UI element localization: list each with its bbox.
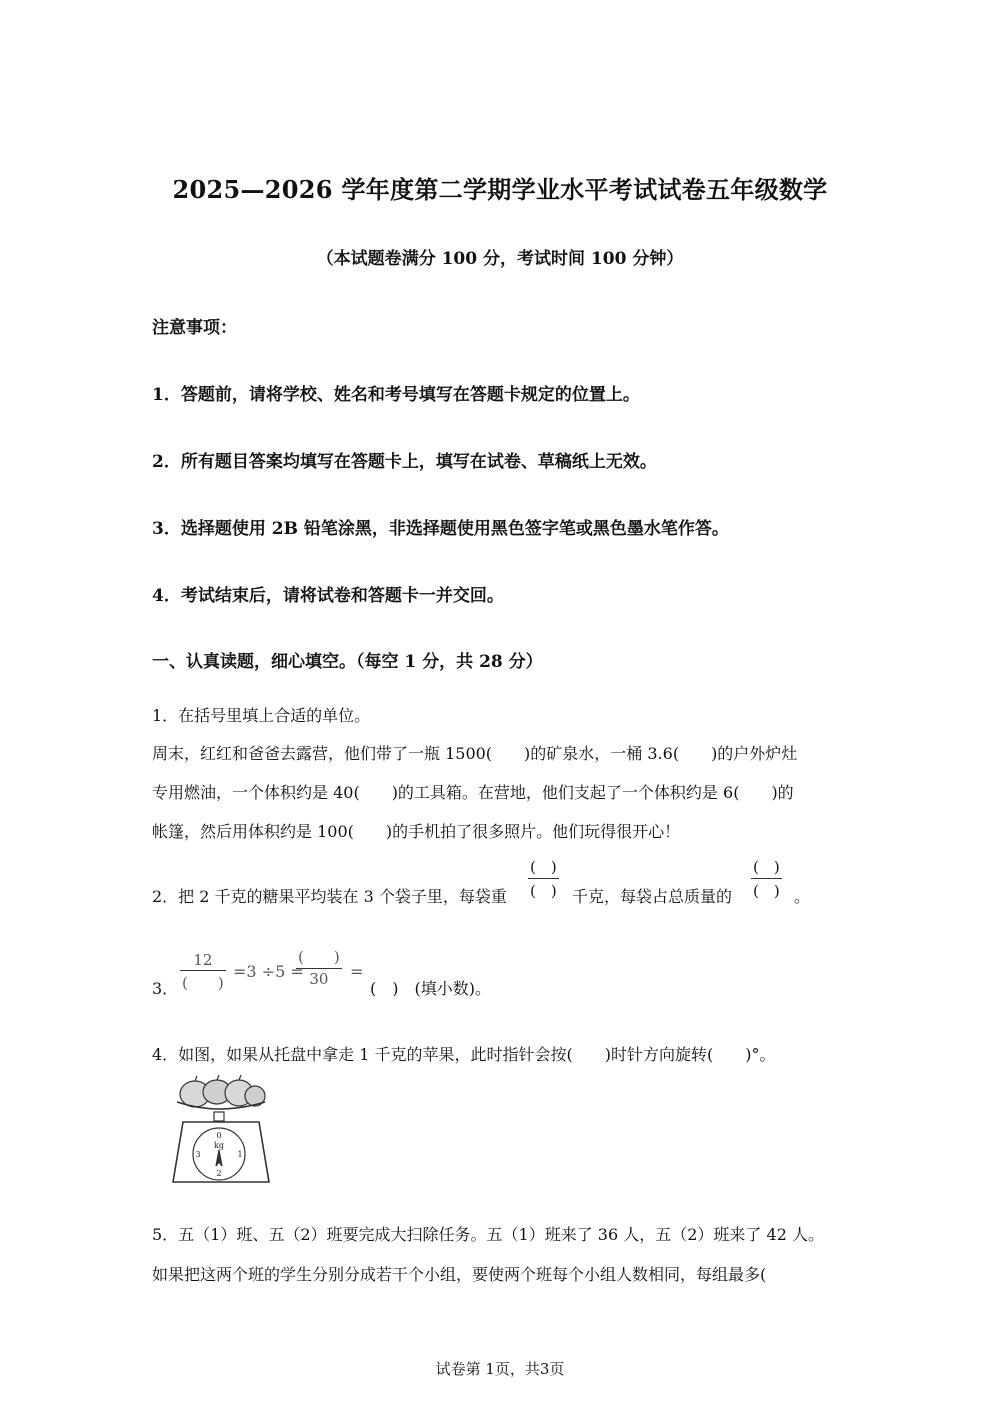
page-footer: 试卷第 1页，共3页 [435, 1360, 565, 1378]
fraction-bar [751, 878, 782, 879]
scale-post [214, 1112, 224, 1121]
q2-text-2: 千克，每袋占总质量的 [572, 887, 733, 906]
section-1-heading: 一、认真读题，细心填空。（每空 1 分，共 28 分） [152, 652, 543, 672]
q3-fraction-1-denominator: ( ) [182, 974, 224, 992]
q4-stem: 4．如图，如果从托盘中拿走 1 千克的苹果，此时指针会按( )时针方向旋转( )°。 [152, 1045, 776, 1064]
notice-item-4: 4．考试结束后，请将试卷和答题卡一并交回。 [152, 586, 504, 606]
q1-line-1: 周末，红红和爸爸去露营，他们带了一瓶 1500( )的矿泉水，一桶 3.6( )的户外炉灶 [152, 744, 798, 763]
dial-label-1: 1 [237, 1150, 243, 1159]
notice-item-2: 2．所有题目答案均填写在答题卡上，填写在试卷、草稿纸上无效。 [152, 452, 657, 472]
page-title: 2025—2026 学年度第二学期学业水平考试试卷五年级数学 [172, 175, 828, 204]
q3-fraction-1-numerator: 12 [193, 951, 213, 969]
q2-text-3: 。 [794, 887, 811, 906]
q3-fraction-2 [296, 946, 342, 988]
dial-label-0: 0 [216, 1131, 222, 1140]
q1-stem: 1．在括号里填上合适的单位。 [152, 706, 371, 725]
q5-line-2: 如果把这两个班的学生分别分成若干个小组，要使两个班每个小组人数相同，每组最多( [152, 1265, 767, 1284]
fraction-bar [296, 968, 342, 969]
q3-prefix: 3． [152, 979, 179, 998]
q2-fraction-1 [528, 856, 559, 901]
q2-fraction-1-denominator: ( ) [530, 882, 557, 900]
q3-fraction-2-numerator: ( ) [298, 948, 340, 966]
scale-illustration [165, 1072, 277, 1190]
dial-label-3: 3 [195, 1150, 201, 1159]
q3-equals: = [350, 962, 364, 981]
q2-fraction-1-numerator: ( ) [530, 858, 557, 876]
q2-fraction-2-numerator: ( ) [753, 858, 780, 876]
notice-heading: 注意事项： [152, 318, 237, 338]
q5-line-1: 5．五（1）班、五（2）班要完成大扫除任务。五（1）班来了 36 人，五（2）班来了 42 人。 [152, 1225, 824, 1244]
q3-fraction-2-denominator: 30 [309, 970, 329, 988]
fraction-bar [528, 878, 559, 879]
q3-tail: ( ) (填小数)。 [370, 979, 491, 998]
q2-fraction-2-denominator: ( ) [753, 882, 780, 900]
exam-info: （本试题卷满分 100 分，考试时间 100 分钟） [316, 249, 684, 269]
dial-label-2: 2 [216, 1169, 222, 1178]
q3-middle: =3 ÷5 = [233, 962, 304, 981]
dial-unit: kg [214, 1141, 224, 1150]
notice-item-3: 3．选择题使用 2B 铅笔涂黑，非选择题使用黑色签字笔或黑色墨水笔作答。 [152, 519, 729, 539]
fraction-bar [180, 970, 226, 971]
q3-fraction-1 [180, 951, 226, 993]
q1-line-2: 专用燃油，一个体积约是 40( )的工具箱。在营地，他们支起了一个体积约是 6( )的 [152, 783, 794, 802]
q2-fraction-2 [751, 856, 782, 901]
q2-text-1: 2．把 2 千克的糖果平均装在 3 个袋子里，每袋重 [152, 887, 507, 906]
notice-item-1: 1．答题前，请将学校、姓名和考号填写在答题卡规定的位置上。 [152, 385, 640, 405]
q1-line-3: 帐篷，然后用体积约是 100( )的手机拍了很多照片。他们玩得很开心！ [152, 822, 681, 841]
